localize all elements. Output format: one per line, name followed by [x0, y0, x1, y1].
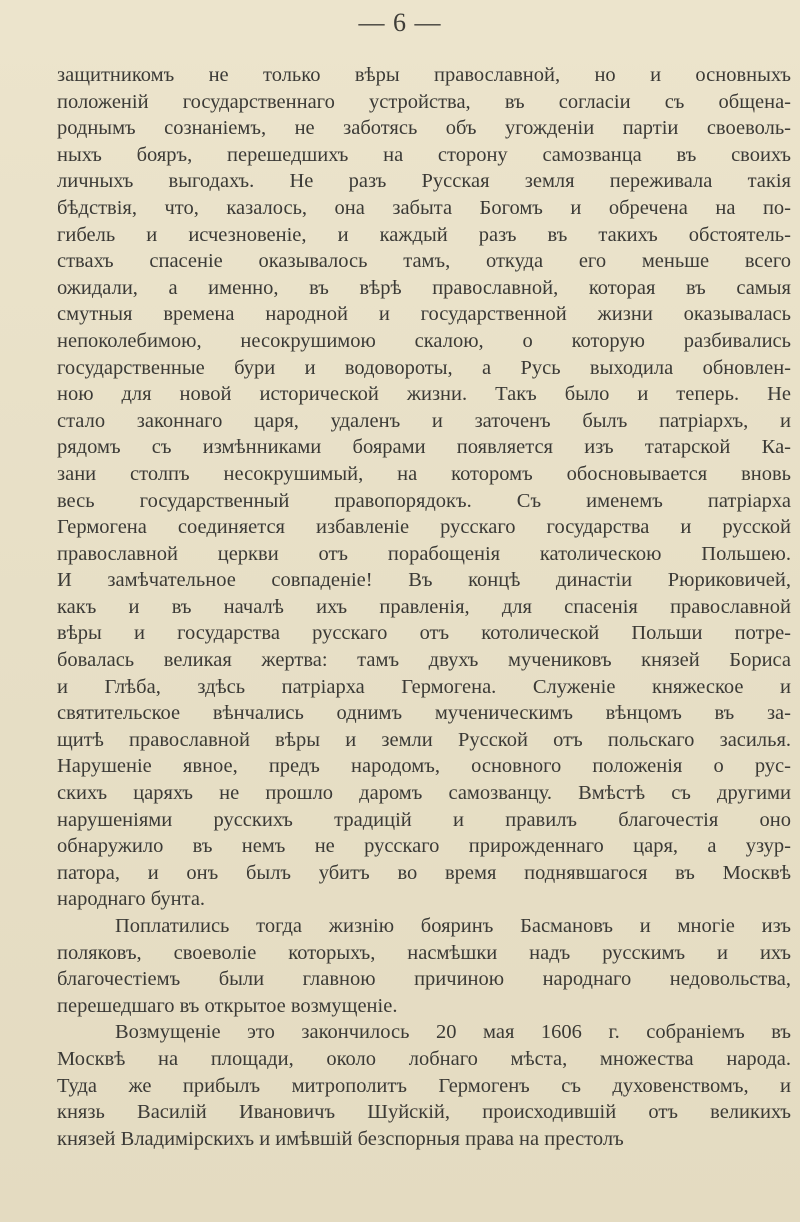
text-line: князь Василiй Ивановичъ Шуйскiй, происходившiй отъ великихъ	[57, 1101, 791, 1124]
text-line: бѣдствiя, что, казалось, она забыта Богомъ и обречена на по-	[57, 196, 791, 219]
paragraph	[57, 1019, 791, 1152]
text-line: бовалась великая жертва: тамъ двухъ мучениковъ князей Бориса	[57, 649, 791, 672]
text-line: Москвѣ на площади, около лобнаго мѣста, множества народа.	[57, 1047, 791, 1070]
text-line: ныхъ бояръ, перешедшихъ на сторону самозванца въ своихъ	[57, 143, 791, 166]
text-line: ствахъ спасенiе оказывалось тамъ, откуда его меньше всего	[57, 250, 791, 273]
body-text	[57, 62, 791, 1152]
text-line: И замѣчательное совпаденiе! Въ концѣ династiи Рюриковичей,	[57, 569, 791, 592]
text-line: смутныя времена народной и государственной жизни оказывалась	[57, 303, 791, 326]
text-line: вѣры и государства русскаго отъ котолической Польши потре-	[57, 622, 791, 645]
text-line: святительское вѣнчались однимъ мученическимъ вѣнцомъ въ за-	[57, 702, 791, 725]
text-line: личныхъ выгодахъ. Не разъ Русская земля переживала такiя	[57, 170, 791, 193]
text-line: роднымъ сознанiемъ, не заботясь объ угожденiи партiи своеволь-	[57, 117, 791, 140]
text-line: поляковъ, своеволiе которыхъ, насмѣшки надъ русскимъ и ихъ	[57, 941, 791, 964]
text-line: нарушенiями русскихъ традицiй и правилъ благочестiя оно	[57, 808, 791, 831]
text-line: скихъ царяхъ не прошло даромъ самозванцу. Вмѣстѣ съ другими	[57, 782, 791, 805]
text-line: ожидали, а именно, въ вѣрѣ православной, которая въ самыя	[57, 276, 791, 299]
paragraph	[57, 913, 791, 1019]
text-line: рядомъ съ измѣнниками боярами появляется изъ татарской Ка-	[57, 436, 791, 459]
text-line: какъ и въ началѣ ихъ правленiя, для спасенiя православной	[57, 595, 791, 618]
text-line: ною для новой исторической жизни. Такъ было и теперь. Не	[57, 383, 791, 406]
text-line: гибель и исчезновенiе, и каждый разъ въ такихъ обстоятель-	[57, 223, 791, 246]
text-line: стало законнаго царя, удаленъ и заточенъ былъ патрiархъ, и	[57, 409, 791, 432]
text-line: Гермогена соединяется избавленiе русскаго государства и русской	[57, 516, 791, 539]
text-line: перешедшаго въ открытое возмущенiе.	[57, 994, 398, 1017]
text-line: весь государственный правопорядокъ. Съ именемъ патрiарха	[57, 489, 791, 512]
text-line: патора, и онъ былъ убитъ во время поднявшагося въ Москвѣ	[57, 861, 791, 884]
text-line: государственные бури и водовороты, а Русь выходила обновлен-	[57, 356, 791, 379]
text-line: и Глѣба, здѣсь патрiарха Гермогена. Служенiе княжеское и	[57, 675, 791, 698]
text-line: обнаружило въ немъ не русскаго прирожденнаго царя, а узур-	[57, 835, 791, 858]
text-line: щитѣ православной вѣры и земли Русской отъ польскаго засилья.	[57, 728, 791, 751]
text-line: непоколебимою, несокрушимою скалою, о которую разбивались	[57, 329, 791, 352]
text-line: защитникомъ не только вѣры православной, но и основныхъ	[57, 64, 791, 86]
page-number: — 6 —	[358, 8, 442, 37]
text-line: Поплатились тогда жизнiю бояринъ Басмановъ и многiе изъ	[115, 915, 791, 937]
text-line: Возмущенiе это закончилось 20 мая 1606 г. собранiемъ въ	[115, 1021, 791, 1044]
text-line: Туда же прибылъ митрополитъ Гермогенъ съ духовенствомъ, и	[57, 1074, 791, 1097]
text-line: князей Владимiрскихъ и имѣвшiй безспорныя права на престолъ	[57, 1127, 624, 1150]
text-line: зани столпъ несокрушимый, на которомъ обосновывается вновь	[57, 462, 791, 485]
text-line: Нарушенiе явное, предъ народомъ, основного положенiя о рус-	[57, 755, 791, 778]
text-line: православной церкви отъ порабощенiя католическою Польшею.	[57, 542, 791, 565]
text-line: благочестiемъ были главною причиною народнаго недовольства,	[57, 968, 791, 991]
paragraph	[57, 62, 791, 913]
text-line: народнаго бунта.	[57, 888, 206, 911]
text-line: положенiй государственнаго устройства, въ согласiи съ общена-	[57, 90, 791, 113]
